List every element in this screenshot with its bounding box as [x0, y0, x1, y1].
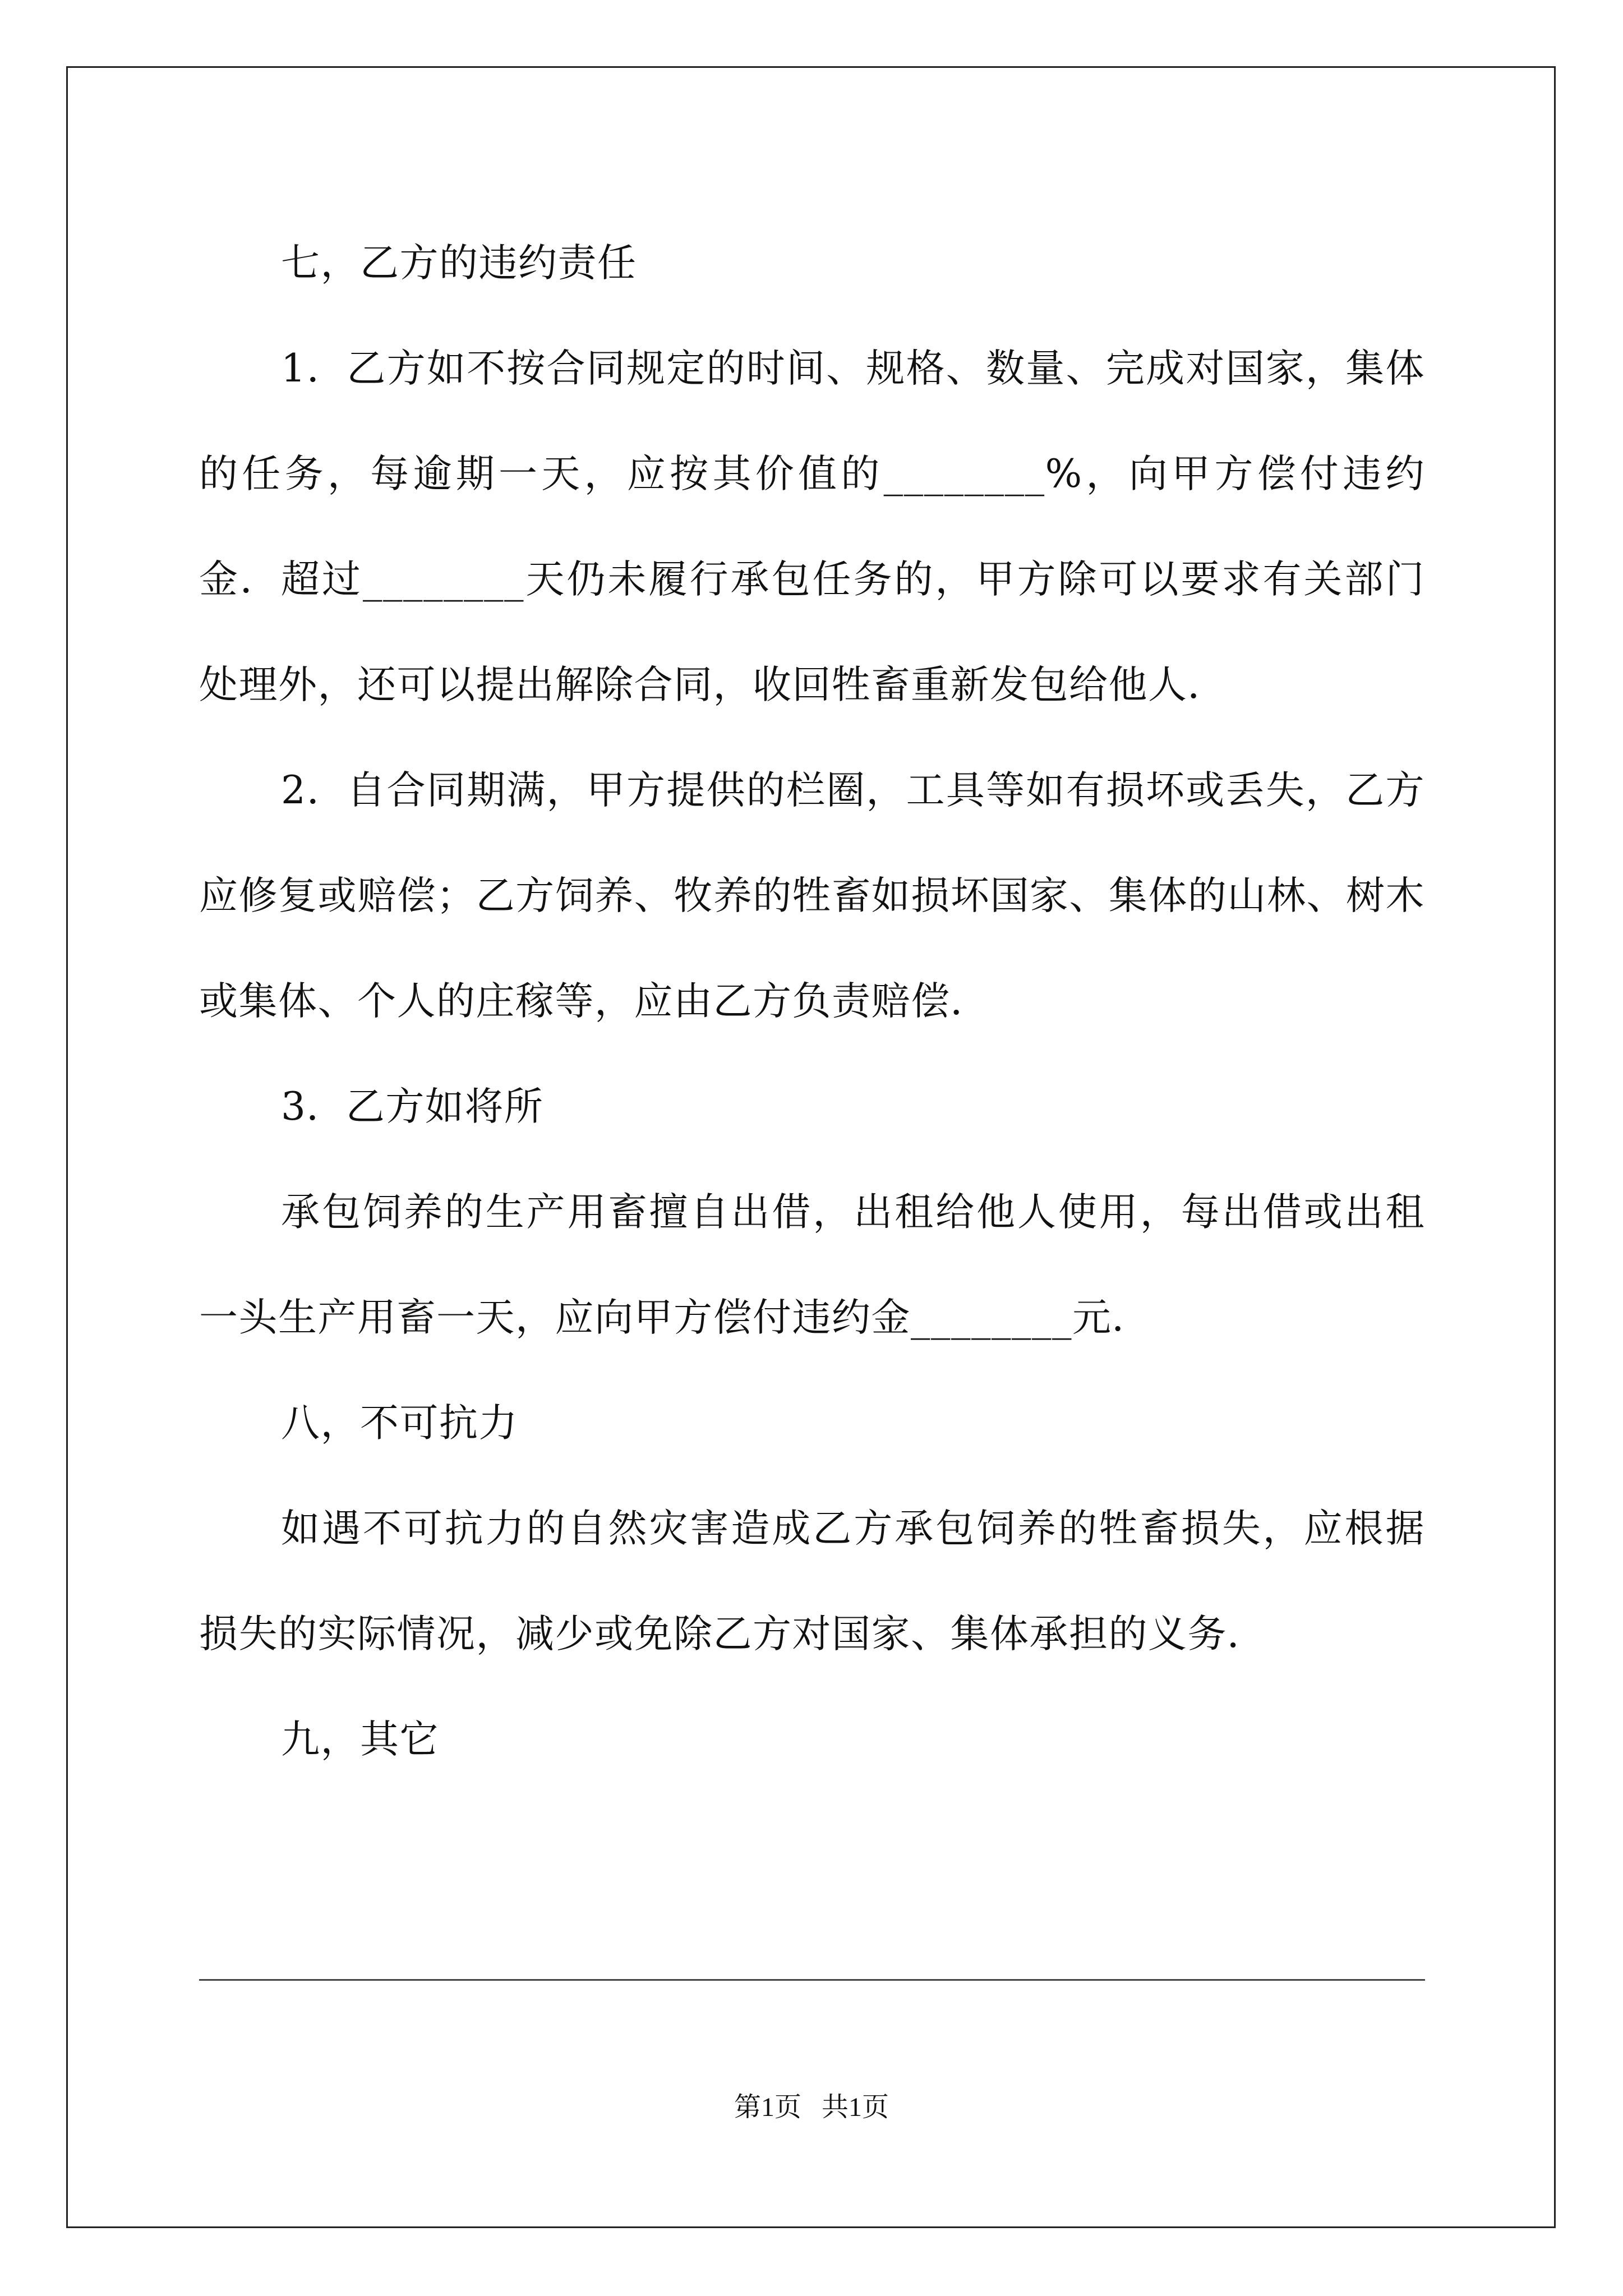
- section-heading-force-majeure: 八，不可抗力: [281, 1401, 518, 1446]
- clause-3-lending-penalty: 承包饲养的生产用畜擅自出借，出租给他人使用，每出借或出租一头生产用畜一天，应向甲方偿付违约金________元．: [199, 1190, 1425, 1340]
- section-heading-other: 九，其它: [281, 1717, 439, 1762]
- force-majeure-text: 如遇不可抗力的自然灾害造成乙方承包饲养的牲畜损失，应根据损失的实际情况，减少或免除乙方对国家、集体承担的义务．: [199, 1506, 1425, 1657]
- section-heading-breach-of-contract: 七，乙方的违约责任: [281, 241, 637, 286]
- clause-1-overdue-penalty: 1．乙方如不按合同规定的时间、规格、数量、完成对国家，集体的任务，每逾期一天，应按其价值的________%，向甲方偿付违约金．超过________天仍未履行承包任务的，甲方除可以要求有关部门处理外，还可以提出解除合同，收回牲畜重新发包给他人．: [199, 346, 1425, 707]
- footer-divider: [199, 1979, 1425, 1981]
- clause-3-intro: 3．乙方如将所: [281, 1084, 544, 1129]
- clause-2-damage-compensation: 2．自合同期满，甲方提供的栏圈，工具等如有损坏或丢失，乙方应修复或赔偿；乙方饲养、牧养的牲畜如损坏国家、集体的山林、树木或集体、个人的庄稼等，应由乙方负责赔偿．: [199, 768, 1425, 1024]
- document-body: [199, 210, 1425, 1792]
- page-number: 第1页 共1页: [734, 2092, 889, 2122]
